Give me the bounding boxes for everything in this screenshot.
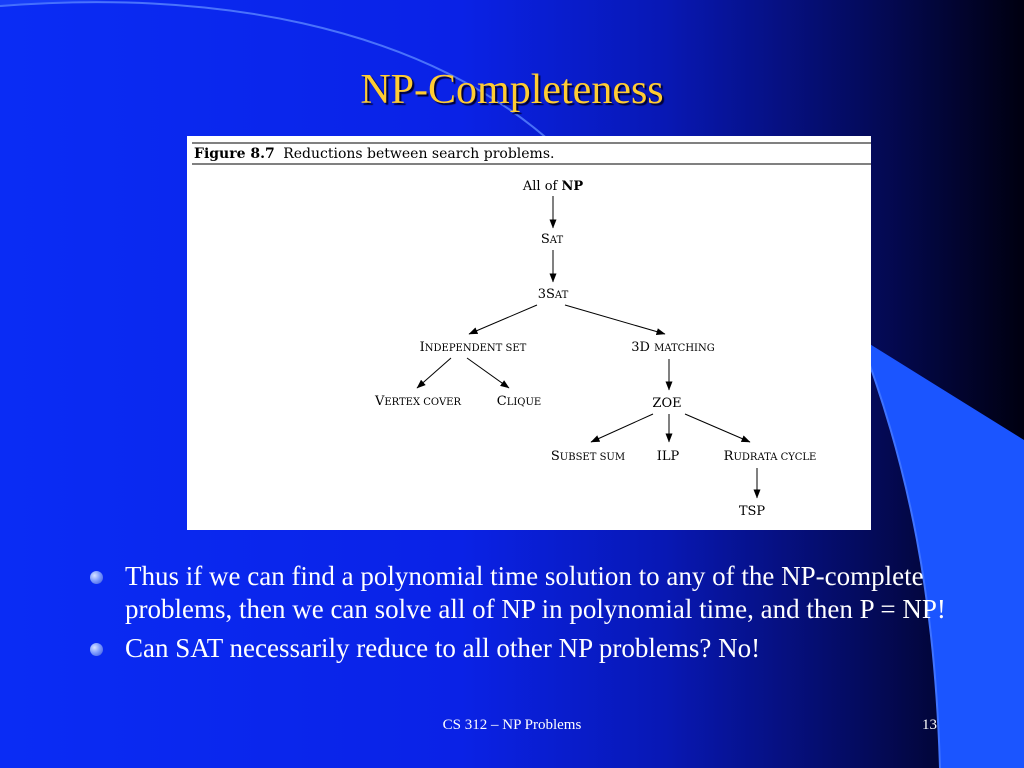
node-ilp: ILP bbox=[656, 449, 680, 464]
node-rudrata-cycle: RUDRATA CYCLE bbox=[723, 449, 817, 464]
figure-caption-number: Figure 8.7 bbox=[194, 146, 275, 162]
bullet-text: Thus if we can find a polynomial time solution to any of the NP-complete problems, then we can solve all of NP in polynomial time, and then P = NP! bbox=[125, 561, 946, 624]
bullet-dot-icon bbox=[90, 571, 103, 584]
bullet-dot-icon bbox=[90, 643, 103, 656]
bullet-item bbox=[88, 632, 948, 665]
edge-3sat-to-independent-set bbox=[469, 305, 537, 334]
node-3sat: 3SAT bbox=[537, 287, 569, 302]
node-subset-sum: SUBSET SUM bbox=[550, 449, 626, 464]
node-all-of-np: All of NP bbox=[522, 179, 584, 194]
bullet-text: Can SAT necessarily reduce to all other NP problems? No! bbox=[125, 633, 761, 663]
background-right-wedge bbox=[860, 338, 1024, 768]
node-vertex-cover: VERTEX COVER bbox=[374, 394, 462, 409]
bullet-item bbox=[88, 560, 948, 626]
node-independent-set: INDEPENDENT SET bbox=[419, 340, 527, 355]
node-clique: CLIQUE bbox=[496, 394, 542, 409]
bullet-list bbox=[88, 560, 948, 671]
edge-independent-set-to-clique bbox=[467, 358, 509, 388]
node-zoe: ZOE bbox=[652, 396, 682, 411]
slide-footer: CS 312 – NP Problems bbox=[442, 717, 582, 733]
edge-3sat-to-3d-matching bbox=[565, 305, 665, 334]
edge-zoe-to-subset-sum bbox=[591, 414, 653, 442]
slide-title: NP-Completeness bbox=[360, 67, 664, 113]
figure-caption bbox=[194, 146, 554, 162]
figure-caption-text: Reductions between search problems. bbox=[283, 146, 555, 162]
node-tsp: TSP bbox=[738, 504, 766, 519]
edge-independent-set-to-vertex-cover bbox=[417, 358, 451, 388]
edge-zoe-to-rudrata-cycle bbox=[685, 414, 750, 442]
node-3d-matching: 3D MATCHING bbox=[631, 340, 715, 355]
figure-panel bbox=[187, 136, 871, 530]
reduction-diagram bbox=[187, 136, 871, 530]
slide-number: 13 bbox=[922, 717, 937, 733]
node-sat: SAT bbox=[540, 232, 564, 247]
